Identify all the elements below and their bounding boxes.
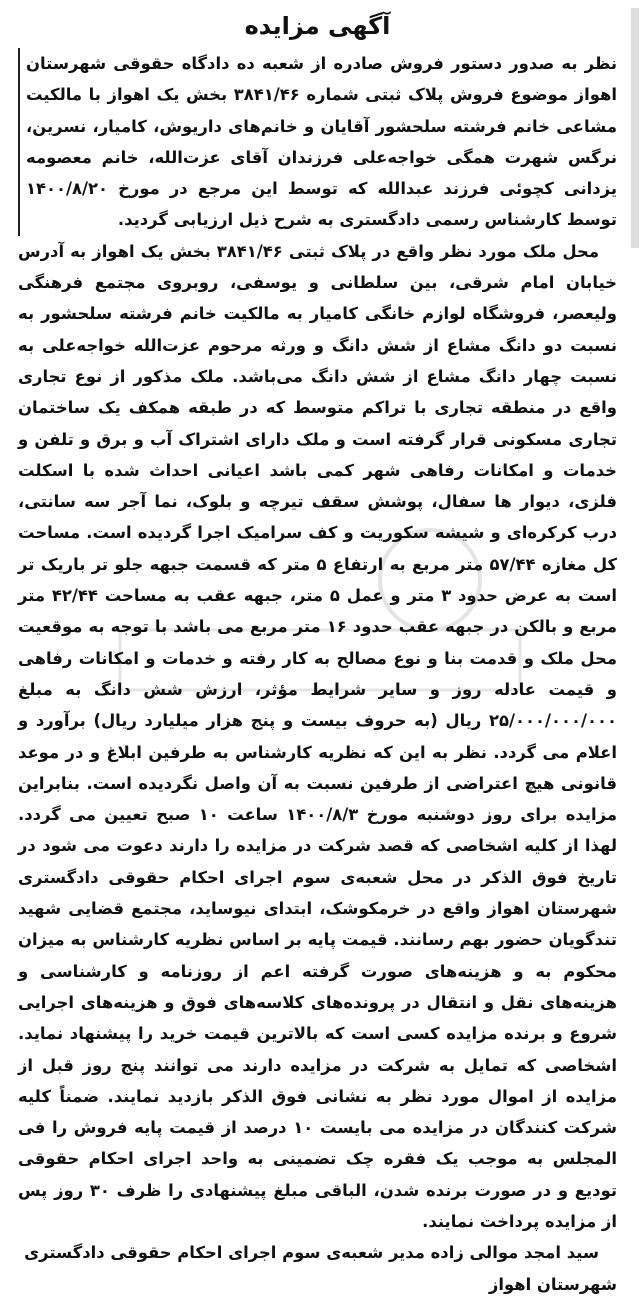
notice-signature: سید امجد موالی زاده مدیر شعبه‌ی سوم اجرای احکام حقوقی دادگستری شهرستان اهواز — [24, 1243, 617, 1294]
column-rule — [631, 8, 639, 248]
notice-paragraph-intro: نظر به صدور دستور فروش صادره از شعبه ده دادگاه حقوقی شهرستان اهواز موضوع فروش پلاک ثبتی شماره ۳۸۴۱/۴۶ بخش یک اهواز با مالکیت مشاعی خانم فرشته سلحشور آقایان و خانم‌های داریوش، کامیار، نسرین، نرگس شهرت همگی خواجه‌علی فرزندان آقای عزت‌الله، خانم معصومه یزدانی کچوئی فرزند عبدالله که توسط این مرجع در مورخ ۱۴۰۰/۸/۲۰ توسط کارشناس رسمی دادگستری به شرح ذیل ارزیابی گردید. — [18, 48, 617, 236]
notice-title: آگهی مزایده — [244, 12, 391, 40]
notice-paragraph-body: محل ملک مورد نظر واقع در پلاک ثبتی ۳۸۴۱/۴۶ بخش یک اهواز به آدرس خیابان امام شرقی، بین سلطانی و یوسفی، روبروی مجتمع فرهنگی ولیعصر، فروشگاه لوازم خانگی کامیار به مالکیت خانم فرشته سلحشور به نسبت دو دانگ مشاع از شش دانگ و ورثه مرحوم عزت‌الله خواجه‌علی به نسبت چهار دانگ مشاع از شش دانگ می‌باشد. ملک مذکور از نوع تجاری واقع در منطقه تجاری با تراکم متوسط که در طبقه همکف یک ساختمان تجاری مسکونی قرار گرفته است و ملک دارای اشتراک آب و برق و تلفن و خدمات و امکانات رفاهی شهر کمی باشد اعیانی احداث شده با اسکلت فلزی، دیوار ها سفال، پوشش سقف تیرچه و بلوک، نما آجر سه سانتی، درب کرکره‌ای و شیشه سکوریت و کف سرامیک اجرا گردیده است. مساحت کل مغازه ۵۷/۴۴ متر مربع به ارتفاع ۵ متر که قسمت جبهه جلو تر باریک تر است به عرض حدود ۳ متر و عمل ۵ متر، جبهه عقب به مساحت ۴۲/۴۴ متر مربع و بالکن در جبهه عقب حدود ۱۶ متر مربع می باشد با توجه به موقعیت محل ملک و قدمت بنا و نوع مصالح به کار رفته و خدمات و امکانات رفاهی و قیمت عادله روز و سایر شرایط مؤثر، ارزش شش دانگ به مبلغ ۲۵/۰۰۰/۰۰۰/۰۰۰ ریال (به حروف بیست و پنج هزار میلیارد ریال) برآورد و اعلام می گردد. نظر به این که نظریه کارشناس به طرفین ابلاغ و در موعد قانونی هیچ اعتراضی از طرفین نسبت به آن واصل نگردیده است. بنابراین مزایده برای روز دوشنبه مورخ ۱۴۰۰/۸/۳ ساعت ۱۰ صبح تعیین می گردد. لهذا از کلیه اشخاصی که قصد شرکت در مزایده را دارند دعوت می شود در تاریخ فوق الذکر در محل شعبه‌ی سوم اجرای احکام حقوقی دادگستری شهرستان اهواز واقع در خرمکوشک، ابتدای نیوساید، مجتمع قضایی شهید تندگویان حضور بهم رسانند. قیمت پایه بر اساس نظریه کارشناس به میزان محکوم به و هزینه‌های صورت گرفته اعم از روزنامه و کارشناسی و هزینه‌های نقل و انتقال در پرونده‌های کلاسه‌های فوق و هزینه‌های اجرایی شروع و برنده مزایده کسی است که بالاترین قیمت خرید را پیشنهاد نماید. اشخاصی که تمایل به شرکت در مزایده دارند می توانند پنج روز قبل از مزایده از اموال مورد نظر به نشانی فوق الذکر بازدید نمایند. ضمناً کلیه شرکت کنندگان در مزایده می بایست ۱۰ درصد از قیمت پایه فروش را فی المجلس به موجب یک فقره چک تضمینی به واحد اجرای احکام حقوقی تودیع و در صورت برنده شدن، الباقی مبلغ پیشنهادی را ظرف ۳۰ روز پس از مزایده پرداخت نمایند. — [18, 241, 618, 1231]
